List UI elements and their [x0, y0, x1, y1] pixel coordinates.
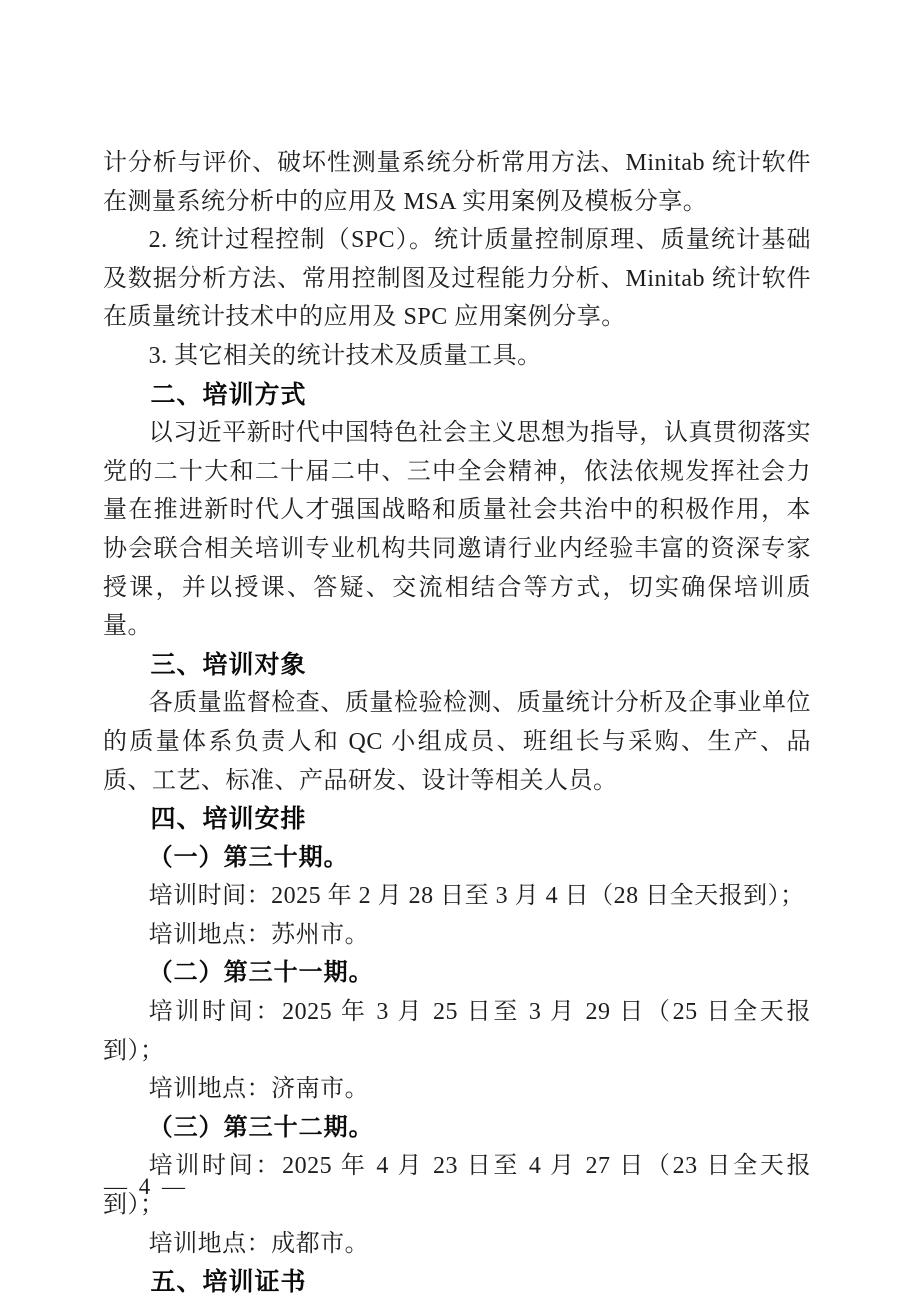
- session-heading-30: （一）第三十期。: [148, 843, 349, 871]
- session-32-location: 培训地点：成都市。: [148, 1230, 370, 1257]
- session-30-time: 培训时间：2025 年 2 月 28 日至 3 月 4 日（28 日全天报到）；: [148, 883, 805, 910]
- session-heading-31: （二）第三十一期。: [148, 959, 374, 987]
- section-heading-training-schedule: 四、培训安排: [150, 805, 307, 834]
- session-30-location: 培训地点：苏州市。: [148, 921, 370, 948]
- numbered-item-3-other-tools: 3. 其它相关的统计技术及质量工具。: [148, 342, 542, 369]
- session-31-location: 培训地点：济南市。: [148, 1076, 370, 1103]
- session-32-time: 培训时间：2025 年 4 月 23 日至 4 月 27 日（23 日全天报到）；: [103, 1153, 811, 1219]
- document-body: [103, 144, 811, 1302]
- section-heading-training-certificate: 五、培训证书: [150, 1268, 307, 1297]
- session-heading-32: （三）第三十二期。: [148, 1113, 374, 1141]
- paragraph-training-method: 以习近平新时代中国特色社会主义思想为指导，认真贯彻落实党的二十大和二十届二中、三中全会精神，依法依规发挥社会力量在推进新时代人才强国战略和质量社会共治中的积极作用，本协会联合相关培训专业机构共同邀请行业内经验丰富的资深专家授课，并以授课、答疑、交流相结合等方式，切实确保培训质量。: [103, 420, 811, 640]
- paragraph-training-audience: 各质量监督检查、质量检验检测、质量统计分析及企事业单位的质量体系负责人和 QC 小组成员、班组长与采购、生产、品质、工艺、标准、产品研发、设计等相关人员。: [103, 690, 811, 794]
- page-number: — 4 —: [104, 1174, 188, 1199]
- paragraph-continued-msa: 计分析与评价、破坏性测量系统分析常用方法、Minitab 统计软件在测量系统分析中的应用及 MSA 实用案例及模板分享。: [103, 150, 811, 215]
- section-heading-training-audience: 三、培训对象: [150, 650, 307, 679]
- numbered-item-2-spc: 2. 统计过程控制（SPC）。统计质量控制原理、质量统计基础及数据分析方法、常用控制图及过程能力分析、Minitab 统计软件在质量统计技术中的应用及 SPC 应用案例分享。: [103, 227, 811, 331]
- section-heading-training-method: 二、培训方式: [150, 380, 307, 409]
- session-31-time: 培训时间：2025 年 3 月 25 日至 3 月 29 日（25 日全天报到）；: [103, 999, 811, 1064]
